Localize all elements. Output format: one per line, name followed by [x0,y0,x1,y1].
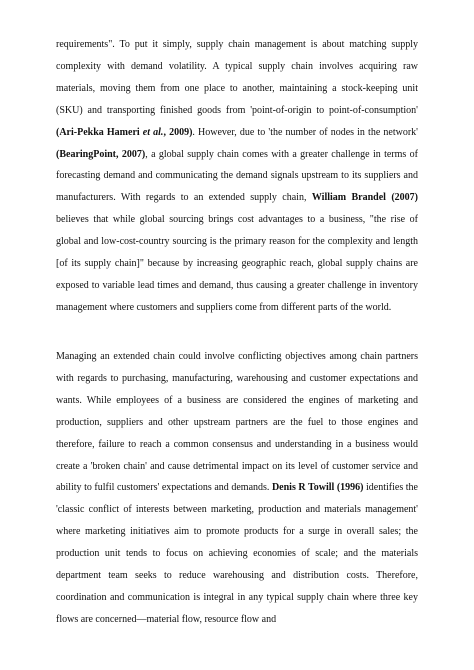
citation-ari-pekka-hameri: (Ari-Pekka Hameri et al., 2009) [56,126,193,138]
paragraph-supply-chain-complexity [56,34,418,319]
text-segment: , a global supply chain comes with a greater challenge in terms of forecasting demand and communicating the demand signals upstream to its suppliers and manufacturers. With regards to an extended supply chain, [56,148,418,204]
text-segment: identifies the 'classic conflict of interests between marketing, production and materials management' where marketing initiatives aim to promote products for a surge in overall sales; the production unit tends to focus on achieving economies of scale; and the materials department team seeks to reduce warehousing and distribution costs. Therefore, coordination and communication is integral in any typical supply chain where three key flows are concerned—material flow, resource flow and [56,482,418,625]
citation-denis-towill: Denis R Towill (1996) [271,482,364,494]
paragraph-extended-chain-conflicts [56,346,418,631]
text-segment: Managing an extended chain could involve conflicting objectives among chain partners with regards to purchasing, manufacturing, warehousing and customer expectations and wants. While employees of a business are considered the engines of marketing and production, suppliers and other upstream partners are the fuel to those engines and therefore, failure to reach a common consensus and understanding in a business would create a 'broken chain' and cause detrimental impact on its level of customer service and ability to fulfil customers' expectations and demands. [56,351,418,494]
text-segment: believes that while global sourcing brings cost advantages to a business, "the rise of global and low-cost-country sourcing is the primary reason for the complexity and length [of its supply chain]" because by increasing geographic reach, global supply chains are exposed to variable lead times and demand, thus causing a greater challenge in inventory management where customers and suppliers come from different parts of the world. [56,214,418,313]
text-segment: . However, due to 'the number of nodes in the network' [192,126,418,138]
text-segment: requirements". To put it simply, supply chain management is about matching supply complexity with demand volatility. A typical supply chain involves acquiring raw materials, moving them from one place to another, maintaining a stock-keeping unit (SKU) and transporting finished goods from 'point-of-origin to point-of-consumption' [56,39,418,116]
citation-william-brandel: William Brandel (2007) [311,192,419,204]
citation-bearingpoint: (BearingPoint, 2007) [56,148,146,160]
